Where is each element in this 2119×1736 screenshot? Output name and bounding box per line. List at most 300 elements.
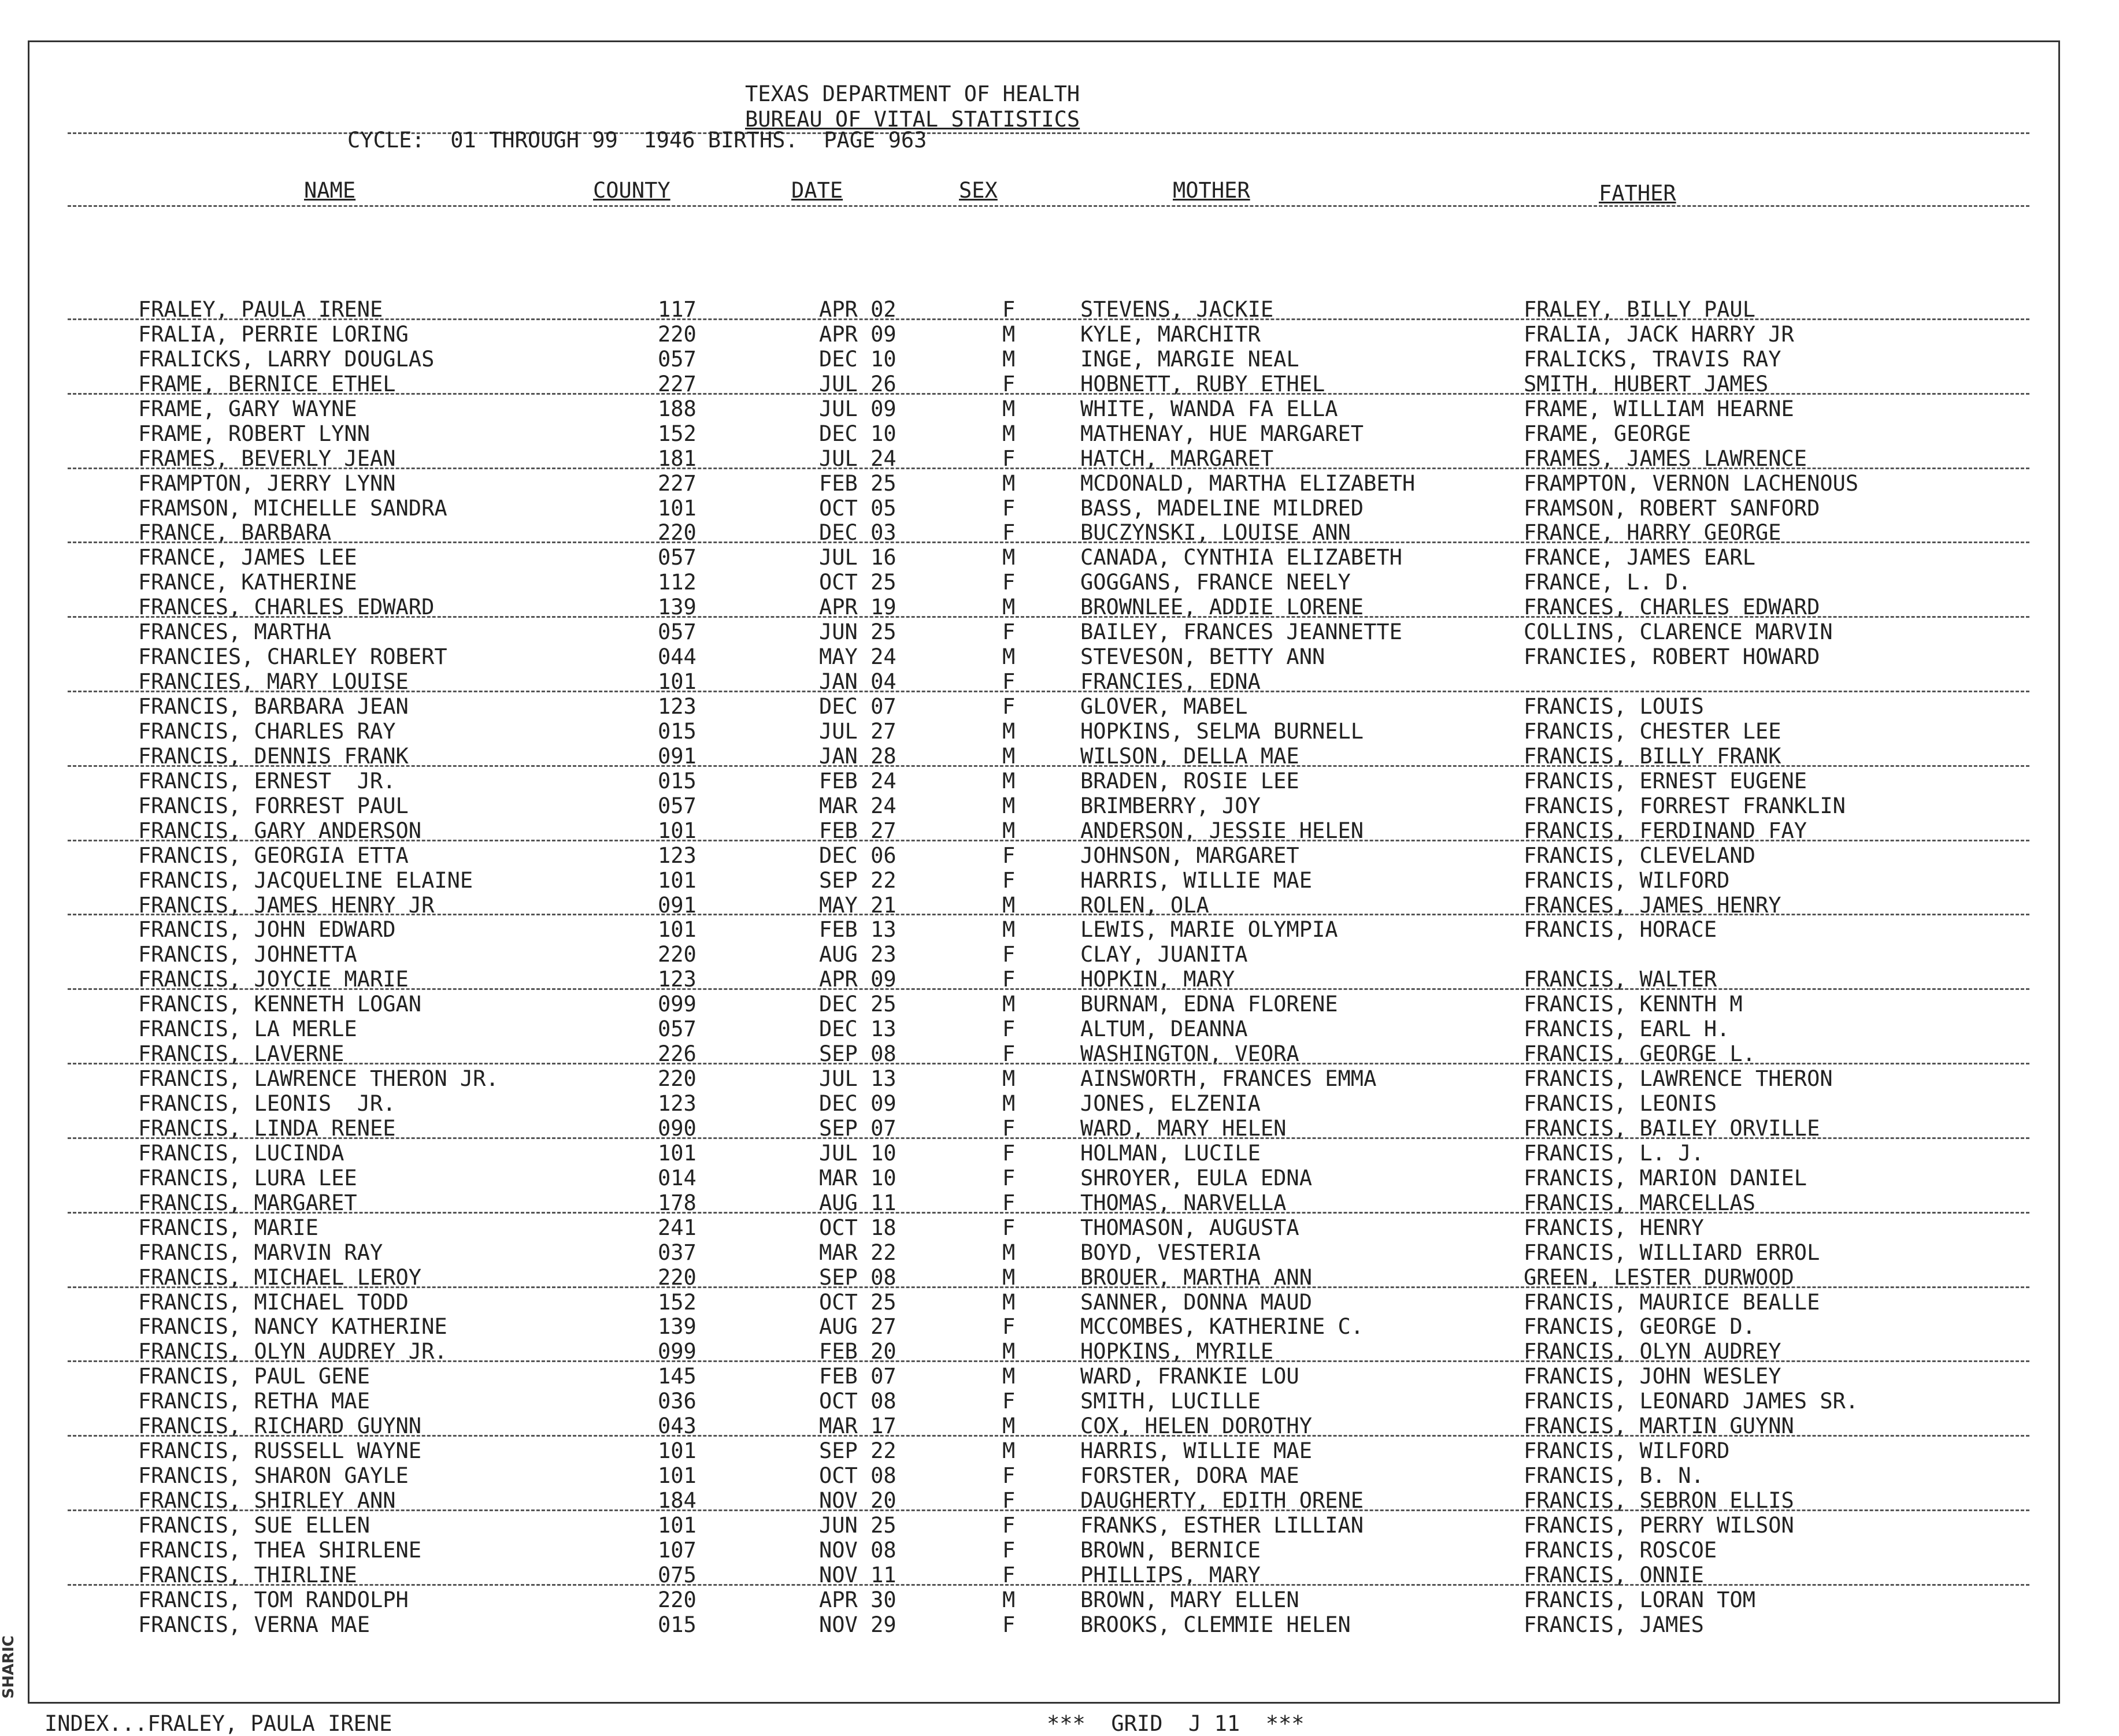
record-sex: F — [1002, 843, 1016, 868]
record-name: FRANCIS, MARVIN RAY — [138, 1240, 383, 1265]
record-sex: F — [1002, 1165, 1016, 1190]
record-sex: M — [1002, 793, 1016, 818]
record-father: FRANCIS, SEBRON ELLIS — [1524, 1488, 1794, 1513]
record-name: FRANCIS, SHIRLEY ANN — [138, 1488, 396, 1513]
record-date: DEC 07 — [819, 694, 896, 719]
record-name: FRANCIS, PAUL GENE — [138, 1364, 370, 1389]
record-name: FRANCIS, KENNETH LOGAN — [138, 992, 422, 1017]
record-father: FRANCIS, WILFORD — [1524, 1438, 1730, 1464]
record-father: FRANCIS, GEORGE D. — [1524, 1314, 1755, 1340]
record-name: FRANCIS, LA MERLE — [138, 1017, 357, 1042]
record-row — [29, 1439, 2058, 1464]
record-date: JAN 04 — [819, 669, 896, 695]
record-sex: M — [1002, 470, 1016, 496]
record-mother: KYLE, MARCHITR — [1080, 321, 1261, 347]
grid-footer: *** GRID J 11 *** — [1047, 1711, 1305, 1736]
record-row — [29, 1166, 2058, 1191]
record-sex: M — [1002, 1264, 1016, 1290]
record-sex: M — [1002, 1414, 1016, 1439]
record-father: FRANCIS, JOHN WESLEY — [1524, 1364, 1781, 1389]
record-father: FRANCIS, LAWRENCE THERON — [1524, 1066, 1833, 1092]
record-county: 075 — [658, 1562, 697, 1587]
record-county: 123 — [658, 694, 697, 719]
record-mother: BUCZYNSKI, LOUISE ANN — [1080, 520, 1351, 546]
record-mother: SANNER, DONNA MAUD — [1080, 1289, 1312, 1315]
record-name: FRANCIS, GEORGIA ETTA — [138, 843, 409, 868]
record-sex: F — [1002, 1389, 1016, 1414]
record-county: 099 — [658, 992, 697, 1017]
record-mother: BRIMBERRY, JOY — [1080, 793, 1261, 818]
record-date: SEP 22 — [819, 867, 896, 893]
record-date: NOV 08 — [819, 1537, 896, 1563]
record-sex: F — [1002, 1041, 1016, 1067]
record-father: FRAMSON, ROBERT SANFORD — [1524, 495, 1820, 521]
record-sex: M — [1002, 644, 1016, 670]
record-mother: WILSON, DELLA MAE — [1080, 743, 1299, 769]
record-row — [29, 967, 2058, 992]
index-footer: INDEX...FRALEY, PAULA IRENE — [45, 1711, 392, 1736]
record-mother: SMITH, LUCILLE — [1080, 1389, 1261, 1414]
record-mother: ROLEN, OLA — [1080, 892, 1209, 918]
record-father: FRANCIS, HENRY — [1524, 1215, 1704, 1240]
record-name: FRANCIS, JOHN EDWARD — [138, 917, 396, 943]
record-date: FEB 27 — [819, 818, 896, 843]
record-row — [29, 1489, 2058, 1514]
record-father: FRANCIS, LOUIS — [1524, 694, 1704, 719]
record-county: 044 — [658, 644, 697, 670]
record-row — [29, 447, 2058, 472]
record-county: 145 — [658, 1364, 697, 1389]
record-row — [29, 1141, 2058, 1166]
record-row — [29, 1364, 2058, 1389]
record-name: FRANCIS, JOHNETTA — [138, 942, 357, 967]
record-county: 036 — [658, 1389, 697, 1414]
record-date: SEP 22 — [819, 1438, 896, 1464]
record-father: FRANCIS, MARION DANIEL — [1524, 1165, 1807, 1190]
record-county: 139 — [658, 595, 697, 620]
record-father: FRANCIS, WALTER — [1524, 967, 1717, 992]
record-name: FRANCIS, LURA LEE — [138, 1165, 357, 1190]
record-row — [29, 744, 2058, 769]
record-row — [29, 1042, 2058, 1067]
record-date: JUN 25 — [819, 620, 896, 645]
record-date: DEC 03 — [819, 520, 896, 546]
record-name: FRANCIS, THEA SHIRLENE — [138, 1537, 422, 1563]
record-row — [29, 1315, 2058, 1340]
col-sex-header: SEX — [959, 178, 998, 203]
record-name: FRANCIES, CHARLEY ROBERT — [138, 644, 447, 670]
record-sex: M — [1002, 1339, 1016, 1364]
record-mother: HARRIS, WILLIE MAE — [1080, 1438, 1312, 1464]
record-date: APR 02 — [819, 297, 896, 322]
record-date: OCT 18 — [819, 1215, 896, 1240]
record-row — [29, 347, 2058, 372]
record-sex: F — [1002, 967, 1016, 992]
record-date: SEP 07 — [819, 1115, 896, 1141]
record-sex: M — [1002, 892, 1016, 918]
record-mother: FRANKS, ESTHER LILLIAN — [1080, 1512, 1364, 1538]
record-name: FRANCIS, MICHAEL LEROY — [138, 1264, 422, 1290]
record-county: 117 — [658, 297, 697, 322]
record-mother: COX, HELEN DOROTHY — [1080, 1414, 1312, 1439]
record-county: 090 — [658, 1115, 697, 1141]
record-date: NOV 11 — [819, 1562, 896, 1587]
record-sex: M — [1002, 818, 1016, 843]
record-name: FRANCIS, MARGARET — [138, 1190, 357, 1215]
col-mother-header: MOTHER — [1173, 178, 1250, 203]
record-sex: F — [1002, 1612, 1016, 1637]
record-row — [29, 769, 2058, 794]
record-father: FRALEY, BILLY PAUL — [1524, 297, 1755, 322]
record-date: DEC 09 — [819, 1091, 896, 1116]
record-date: MAY 21 — [819, 892, 896, 918]
record-name: FRANCIS, JAMES HENRY JR — [138, 892, 435, 918]
record-father: FRANCIS, LORAN TOM — [1524, 1587, 1755, 1612]
record-name: FRANCIS, LAVERNE — [138, 1041, 344, 1067]
record-date: SEP 08 — [819, 1264, 896, 1290]
record-date: JUL 16 — [819, 545, 896, 570]
record-row — [29, 1563, 2058, 1588]
record-date: OCT 25 — [819, 570, 896, 595]
record-father: SMITH, HUBERT JAMES — [1524, 371, 1769, 396]
record-name: FRANCIS, JACQUELINE ELAINE — [138, 867, 473, 893]
record-date: JUL 24 — [819, 446, 896, 471]
record-father: GREEN, LESTER DURWOOD — [1524, 1264, 1794, 1290]
record-county: 101 — [658, 1140, 697, 1166]
record-sex: F — [1002, 1562, 1016, 1587]
record-mother: WHITE, WANDA FA ELLA — [1080, 396, 1338, 421]
record-father: FRANCIS, LEONIS — [1524, 1091, 1717, 1116]
record-father: FRANCIS, MARTIN GUYNN — [1524, 1414, 1794, 1439]
record-sex: M — [1002, 1438, 1016, 1464]
record-mother: BAILEY, FRANCES JEANNETTE — [1080, 620, 1402, 645]
record-father: FRALICKS, TRAVIS RAY — [1524, 346, 1781, 372]
record-county: 220 — [658, 1264, 697, 1290]
record-father: FRANCES, JAMES HENRY — [1524, 892, 1781, 918]
record-county: 099 — [658, 1339, 697, 1364]
record-date: JUL 13 — [819, 1066, 896, 1092]
record-sex: F — [1002, 694, 1016, 719]
record-name: FRANCE, KATHERINE — [138, 570, 357, 595]
record-county: 057 — [658, 620, 697, 645]
record-date: OCT 08 — [819, 1389, 896, 1414]
record-mother: BROWN, BERNICE — [1080, 1537, 1261, 1563]
document-frame — [28, 40, 2060, 1736]
record-sex: M — [1002, 595, 1016, 620]
record-county: 226 — [658, 1041, 697, 1067]
record-sex: M — [1002, 545, 1016, 570]
record-father: FRAME, WILLIAM HEARNE — [1524, 396, 1794, 421]
record-mother: HOLMAN, LUCILE — [1080, 1140, 1261, 1166]
record-name: FRANCIS, CHARLES RAY — [138, 718, 396, 744]
record-county: 220 — [658, 942, 697, 967]
record-row — [29, 1588, 2058, 1613]
record-name: FRANCIS, BARBARA JEAN — [138, 694, 409, 719]
record-sex: F — [1002, 297, 1016, 322]
record-father: FRANCIS, FERDINAND FAY — [1524, 818, 1807, 843]
bureau-title: BUREAU OF VITAL STATISTICS — [745, 107, 1080, 132]
record-county: 014 — [658, 1165, 697, 1190]
record-father: FRANCIS, LEONARD JAMES SR. — [1524, 1389, 1859, 1414]
record-name: FRANCE, JAMES LEE — [138, 545, 357, 570]
record-father: FRANCIS, HORACE — [1524, 917, 1717, 943]
record-name: FRAME, GARY WAYNE — [138, 396, 357, 421]
record-mother: CLAY, JUANITA — [1080, 942, 1248, 967]
record-mother: SHROYER, EULA EDNA — [1080, 1165, 1312, 1190]
record-row — [29, 298, 2058, 322]
record-name: FRANCIS, RUSSELL WAYNE — [138, 1438, 422, 1464]
record-mother: BASS, MADELINE MILDRED — [1080, 495, 1364, 521]
record-name: FRALICKS, LARRY DOUGLAS — [138, 346, 435, 372]
record-date: NOV 29 — [819, 1612, 896, 1637]
record-name: FRANCIS, LEONIS JR. — [138, 1091, 396, 1116]
record-date: APR 09 — [819, 321, 896, 347]
record-row — [29, 992, 2058, 1017]
record-name: FRANCIES, MARY LOUISE — [138, 669, 409, 695]
record-mother: THOMAS, NARVELLA — [1080, 1190, 1287, 1215]
record-mother: JOHNSON, MARGARET — [1080, 843, 1299, 868]
record-row — [29, 570, 2058, 595]
record-mother: FRANCIES, EDNA — [1080, 669, 1261, 695]
record-row — [29, 695, 2058, 719]
record-sex: F — [1002, 495, 1016, 521]
record-name: FRANCIS, VERNA MAE — [138, 1612, 370, 1637]
record-name: FRANCIS, LINDA RENEE — [138, 1115, 396, 1141]
record-row — [29, 1414, 2058, 1439]
cycle-line: CYCLE: 01 THROUGH 99 1946 BIRTHS. PAGE 963 — [347, 128, 927, 153]
record-row — [29, 521, 2058, 546]
record-father: COLLINS, CLARENCE MARVIN — [1524, 620, 1833, 645]
record-mother: BROOKS, CLEMMIE HELEN — [1080, 1612, 1351, 1637]
record-row — [29, 819, 2058, 844]
record-county: 057 — [658, 1017, 697, 1042]
record-date: AUG 23 — [819, 942, 896, 967]
record-name: FRALIA, PERRIE LORING — [138, 321, 409, 347]
record-row — [29, 1116, 2058, 1141]
record-date: DEC 25 — [819, 992, 896, 1017]
record-name: FRAME, BERNICE ETHEL — [138, 371, 396, 396]
record-county: 015 — [658, 1612, 697, 1637]
record-mother: HOPKIN, MARY — [1080, 967, 1235, 992]
record-mother: HATCH, MARGARET — [1080, 446, 1274, 471]
record-date: MAY 24 — [819, 644, 896, 670]
record-name: FRANCIS, SUE ELLEN — [138, 1512, 370, 1538]
record-father: FRANCIS, CHESTER LEE — [1524, 718, 1781, 744]
record-county: 227 — [658, 371, 697, 396]
record-mother: BRADEN, ROSIE LEE — [1080, 768, 1299, 793]
record-row — [29, 670, 2058, 695]
record-mother: ALTUM, DEANNA — [1080, 1017, 1248, 1042]
record-father: FRANCIS, WILLIARD ERROL — [1524, 1240, 1820, 1265]
record-name: FRANCIS, MICHAEL TODD — [138, 1289, 409, 1315]
record-sex: M — [1002, 718, 1016, 744]
record-name: FRANCIS, SHARON GAYLE — [138, 1463, 409, 1489]
col-county-header: COUNTY — [593, 178, 670, 203]
record-father: FRANCIS, CLEVELAND — [1524, 843, 1755, 868]
record-county: 178 — [658, 1190, 697, 1215]
record-sex: M — [1002, 992, 1016, 1017]
record-name: FRANCIS, OLYN AUDREY JR. — [138, 1339, 447, 1364]
record-father: FRANCIES, ROBERT HOWARD — [1524, 644, 1820, 670]
record-county: 057 — [658, 346, 697, 372]
record-mother: WASHINGTON, VEORA — [1080, 1041, 1299, 1067]
record-father: FRANCIS, FORREST FRANKLIN — [1524, 793, 1846, 818]
record-father: FRANCIS, MARCELLAS — [1524, 1190, 1755, 1215]
record-row — [29, 1241, 2058, 1266]
record-name: FRANCIS, DENNIS FRANK — [138, 743, 409, 769]
record-mother: GLOVER, MABEL — [1080, 694, 1248, 719]
record-father: FRANCIS, OLYN AUDREY — [1524, 1339, 1781, 1364]
record-date: APR 09 — [819, 967, 896, 992]
record-county: 101 — [658, 1512, 697, 1538]
record-row — [29, 1340, 2058, 1364]
record-mother: PHILLIPS, MARY — [1080, 1562, 1261, 1587]
record-sex: F — [1002, 1140, 1016, 1166]
record-father: FRANCIS, JAMES — [1524, 1612, 1704, 1637]
record-row — [29, 1613, 2058, 1638]
record-county: 057 — [658, 545, 697, 570]
record-row — [29, 472, 2058, 496]
record-mother: MCDONALD, MARTHA ELIZABETH — [1080, 470, 1416, 496]
record-mother: BROWNLEE, ADDIE LORENE — [1080, 595, 1364, 620]
record-sex: M — [1002, 768, 1016, 793]
record-mother: WARD, MARY HELEN — [1080, 1115, 1287, 1141]
record-county: 015 — [658, 768, 697, 793]
record-county: 043 — [658, 1414, 697, 1439]
record-name: FRANCIS, JOYCIE MARIE — [138, 967, 409, 992]
record-county: 227 — [658, 470, 697, 496]
record-name: FRALEY, PAULA IRENE — [138, 297, 383, 322]
record-date: OCT 05 — [819, 495, 896, 521]
record-county: 037 — [658, 1240, 697, 1265]
record-mother: WARD, FRANKIE LOU — [1080, 1364, 1299, 1389]
record-mother: FORSTER, DORA MAE — [1080, 1463, 1299, 1489]
record-name: FRANCIS, THIRLINE — [138, 1562, 357, 1587]
record-mother: STEVENS, JACKIE — [1080, 297, 1274, 322]
record-mother: MATHENAY, HUE MARGARET — [1080, 421, 1364, 446]
record-date: MAR 10 — [819, 1165, 896, 1190]
record-row — [29, 794, 2058, 819]
record-date: DEC 06 — [819, 843, 896, 868]
record-date: JUN 25 — [819, 1512, 896, 1538]
record-mother: BROWN, MARY ELLEN — [1080, 1587, 1299, 1612]
record-mother: HOPKINS, MYRILE — [1080, 1339, 1274, 1364]
record-date: FEB 13 — [819, 917, 896, 943]
col-date-header: DATE — [791, 178, 843, 203]
record-county: 123 — [658, 967, 697, 992]
department-title: TEXAS DEPARTMENT OF HEALTH — [745, 81, 1080, 106]
record-sex: F — [1002, 371, 1016, 396]
record-row — [29, 918, 2058, 943]
record-county: 220 — [658, 1587, 697, 1612]
record-row — [29, 645, 2058, 670]
record-father: FRANCIS, GEORGE L. — [1524, 1041, 1755, 1067]
record-date: FEB 24 — [819, 768, 896, 793]
record-row — [29, 719, 2058, 744]
record-name: FRANCIS, NANCY KATHERINE — [138, 1314, 447, 1340]
record-sex: F — [1002, 446, 1016, 471]
record-father: FRANCIS, ONNIE — [1524, 1562, 1704, 1587]
record-date: FEB 20 — [819, 1339, 896, 1364]
record-mother: AINSWORTH, FRANCES EMMA — [1080, 1066, 1377, 1092]
record-row — [29, 1514, 2058, 1538]
col-father-header: FATHER — [1599, 181, 1676, 206]
record-row — [29, 1017, 2058, 1042]
record-county: 101 — [658, 669, 697, 695]
record-county: 123 — [658, 843, 697, 868]
record-name: FRANCE, BARBARA — [138, 520, 332, 546]
record-father: FRAME, GEORGE — [1524, 421, 1691, 446]
record-county: 152 — [658, 1289, 697, 1315]
side-label: SHARIC — [0, 1635, 17, 1699]
record-date: OCT 08 — [819, 1463, 896, 1489]
record-date: APR 30 — [819, 1587, 896, 1612]
record-date: DEC 10 — [819, 346, 896, 372]
record-row — [29, 1538, 2058, 1563]
record-date: FEB 07 — [819, 1364, 896, 1389]
record-row — [29, 1191, 2058, 1216]
record-mother: LEWIS, MARIE OLYMPIA — [1080, 917, 1338, 943]
record-mother: THOMASON, AUGUSTA — [1080, 1215, 1299, 1240]
record-sex: F — [1002, 1463, 1016, 1489]
record-date: DEC 13 — [819, 1017, 896, 1042]
record-sex: F — [1002, 669, 1016, 695]
record-father: FRANCE, HARRY GEORGE — [1524, 520, 1781, 546]
record-father: FRAMPTON, VERNON LACHENOUS — [1524, 470, 1859, 496]
record-county: 101 — [658, 1438, 697, 1464]
record-mother: HARRIS, WILLIE MAE — [1080, 867, 1312, 893]
record-sex: F — [1002, 1537, 1016, 1563]
record-sex: M — [1002, 1364, 1016, 1389]
record-name: FRANCES, CHARLES EDWARD — [138, 595, 435, 620]
record-sex: F — [1002, 1314, 1016, 1340]
record-date: OCT 25 — [819, 1289, 896, 1315]
record-county: 152 — [658, 421, 697, 446]
record-name: FRANCIS, TOM RANDOLPH — [138, 1587, 409, 1612]
record-mother: ANDERSON, JESSIE HELEN — [1080, 818, 1364, 843]
record-row — [29, 422, 2058, 447]
record-county: 188 — [658, 396, 697, 421]
record-name: FRANCIS, LUCINDA — [138, 1140, 344, 1166]
record-mother: HOBNETT, RUBY ETHEL — [1080, 371, 1325, 396]
record-date: JUL 10 — [819, 1140, 896, 1166]
record-sex: F — [1002, 1017, 1016, 1042]
record-sex: M — [1002, 1240, 1016, 1265]
record-sex: M — [1002, 1289, 1016, 1315]
record-name: FRANCIS, LAWRENCE THERON JR. — [138, 1066, 499, 1092]
record-county: 057 — [658, 793, 697, 818]
record-row — [29, 1290, 2058, 1315]
record-date: SEP 08 — [819, 1041, 896, 1067]
record-mother: STEVESON, BETTY ANN — [1080, 644, 1325, 670]
record-row — [29, 595, 2058, 620]
record-father: FRANCIS, BILLY FRANK — [1524, 743, 1781, 769]
record-county: 101 — [658, 818, 697, 843]
record-father: FRANCIS, PERRY WILSON — [1524, 1512, 1794, 1538]
record-name: FRANCIS, ERNEST JR. — [138, 768, 396, 793]
record-name: FRAMPTON, JERRY LYNN — [138, 470, 396, 496]
record-county: 220 — [658, 520, 697, 546]
record-row — [29, 397, 2058, 422]
record-sex: F — [1002, 1488, 1016, 1513]
record-father: FRANCES, CHARLES EDWARD — [1524, 595, 1820, 620]
record-county: 015 — [658, 718, 697, 744]
record-sex: M — [1002, 321, 1016, 347]
record-date: JUL 09 — [819, 396, 896, 421]
column-header-rule — [68, 205, 2029, 207]
record-mother: BROUER, MARTHA ANN — [1080, 1264, 1312, 1290]
record-date: DEC 10 — [819, 421, 896, 446]
